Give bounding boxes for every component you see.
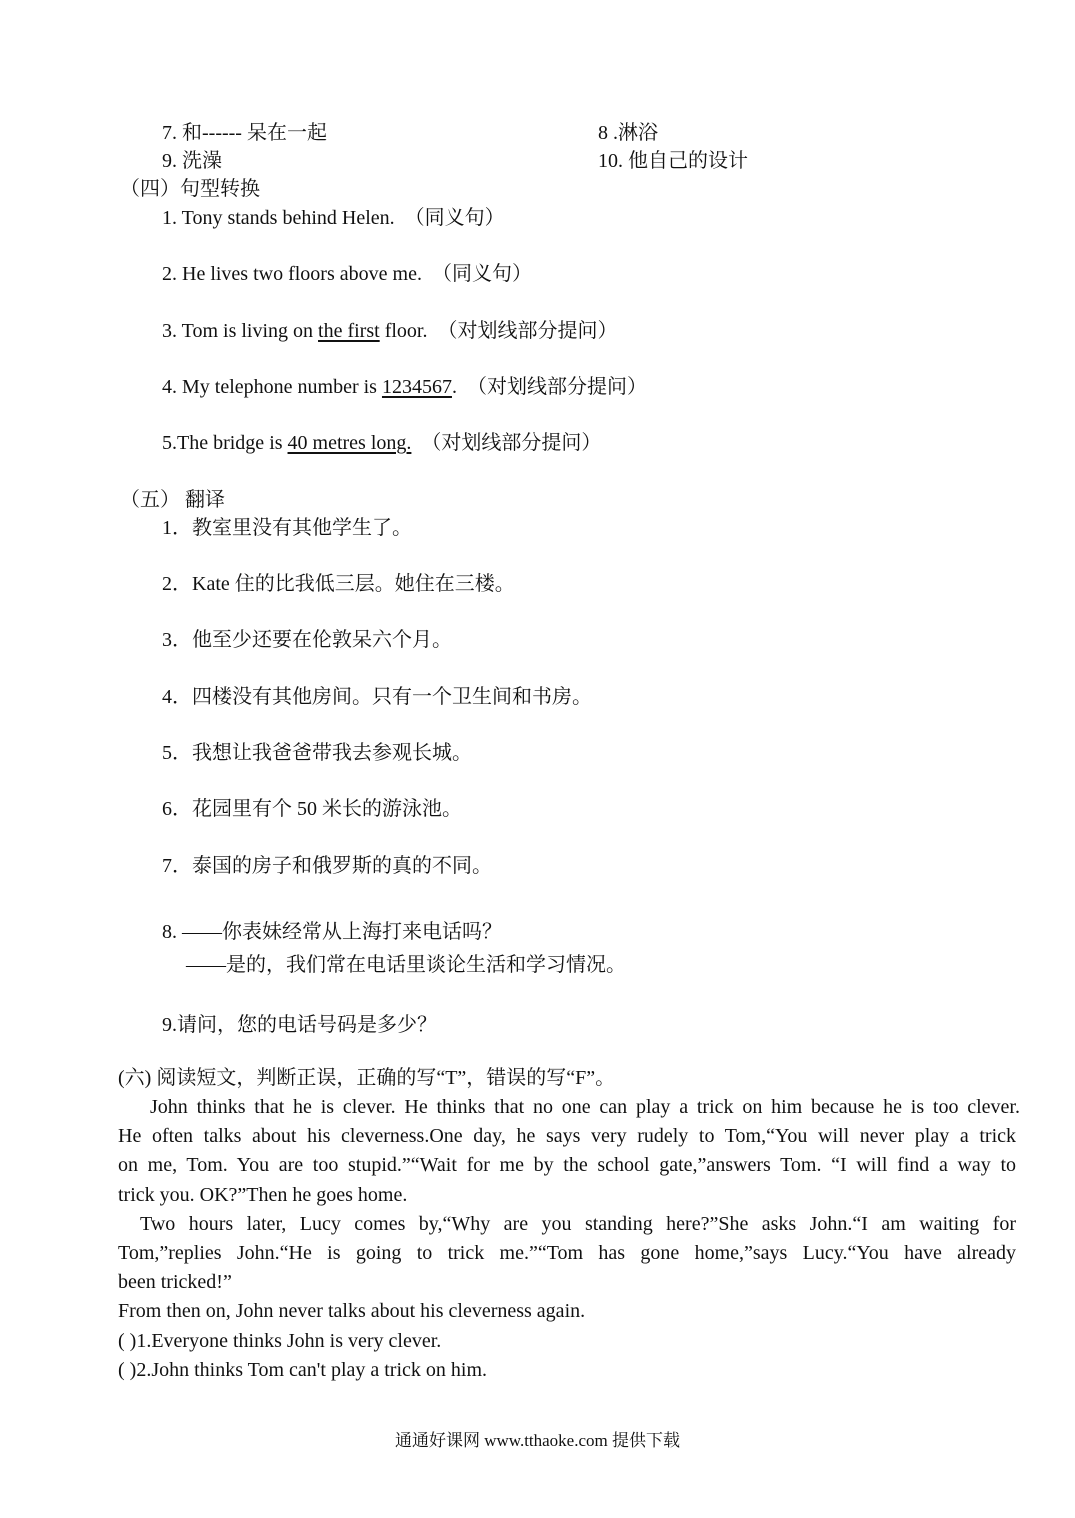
translation-item: 6．花园里有个 50 米长的游泳池。	[162, 798, 462, 820]
vocab-item-7: 7. 和------ 呆在一起	[162, 122, 327, 144]
sentence-item: 5.The bridge is 40 metres long. （对划线部分提问）	[162, 432, 602, 454]
vocab-item-10: 10. 他自己的设计	[598, 150, 748, 172]
passage-line: Two hours later, Lucy comes by,“Why are you standing here?”She asks John.“I am waiting for	[140, 1213, 1016, 1235]
vocab-item-8: 8 .淋浴	[598, 122, 658, 144]
vocab-item-9: 9. 洗澡	[162, 150, 222, 172]
translation-item: 2．Kate 住的比我低三层。她住在三楼。	[162, 573, 515, 595]
judgement-question: ( )1.Everyone thinks John is very clever.	[118, 1330, 442, 1352]
passage-line: trick you. OK?”Then he goes home.	[118, 1184, 408, 1206]
translation-item: 3．他至少还要在伦敦呆六个月。	[162, 629, 452, 651]
passage-line: on me, Tom. You are too stupid.”“Wait for me by the school gate,”answers Tom. “I will find a way to	[118, 1154, 1016, 1176]
sentence-item: 1. Tony stands behind Helen. （同义句）	[162, 207, 505, 229]
judgement-question: ( )2.John thinks Tom can't play a trick on him.	[118, 1359, 488, 1381]
sentence-item: 3. Tom is living on the first floor. （对划线部分提问）	[162, 320, 618, 342]
translation-item: ——是的，我们常在电话里谈论生活和学习情况。	[186, 954, 626, 976]
passage-line: Tom,”replies John.“He is going to trick me.”“Tom has gone home,”says Lucy.“You have already	[118, 1242, 1016, 1264]
passage-line: John thinks that he is clever. He thinks that no one can play a trick on him because he is too clever.	[150, 1096, 1020, 1118]
translation-item: 5．我想让我爸爸带我去参观长城。	[162, 742, 472, 764]
translation-item: 7．泰国的房子和俄罗斯的真的不同。	[162, 855, 492, 877]
answer-bracket[interactable]: ( )	[118, 1359, 137, 1381]
translation-item: 1．教室里没有其他学生了。	[162, 517, 412, 539]
sentence-item: 4. My telephone number is 1234567. （对划线部分提问）	[162, 376, 647, 398]
passage-line: been tricked!”	[118, 1271, 232, 1293]
sentence-item: 2. He lives two floors above me. （同义句）	[162, 263, 532, 285]
passage-line: He often talks about his cleverness.One day, he says very rudely to Tom,“You will never play a trick	[118, 1125, 1016, 1147]
translation-item: 9.请问，您的电话号码是多少？	[162, 1014, 437, 1036]
section-4-title: （四）句型转换	[120, 178, 260, 200]
section-6-title: (六) 阅读短文，判断正误，正确的写“T”，错误的写“F”。	[118, 1067, 616, 1089]
passage-line: From then on, John never talks about his cleverness again.	[118, 1300, 586, 1322]
answer-bracket[interactable]: ( )	[118, 1330, 137, 1352]
page-footer: 通通好课网 www.tthaoke.com 提供下载	[394, 1431, 681, 1450]
translation-item: 4．四楼没有其他房间。只有一个卫生间和书房。	[162, 686, 592, 708]
section-5-title: （五） 翻译	[120, 489, 225, 511]
translation-item: 8. ——你表妹经常从上海打来电话吗？	[162, 921, 502, 943]
